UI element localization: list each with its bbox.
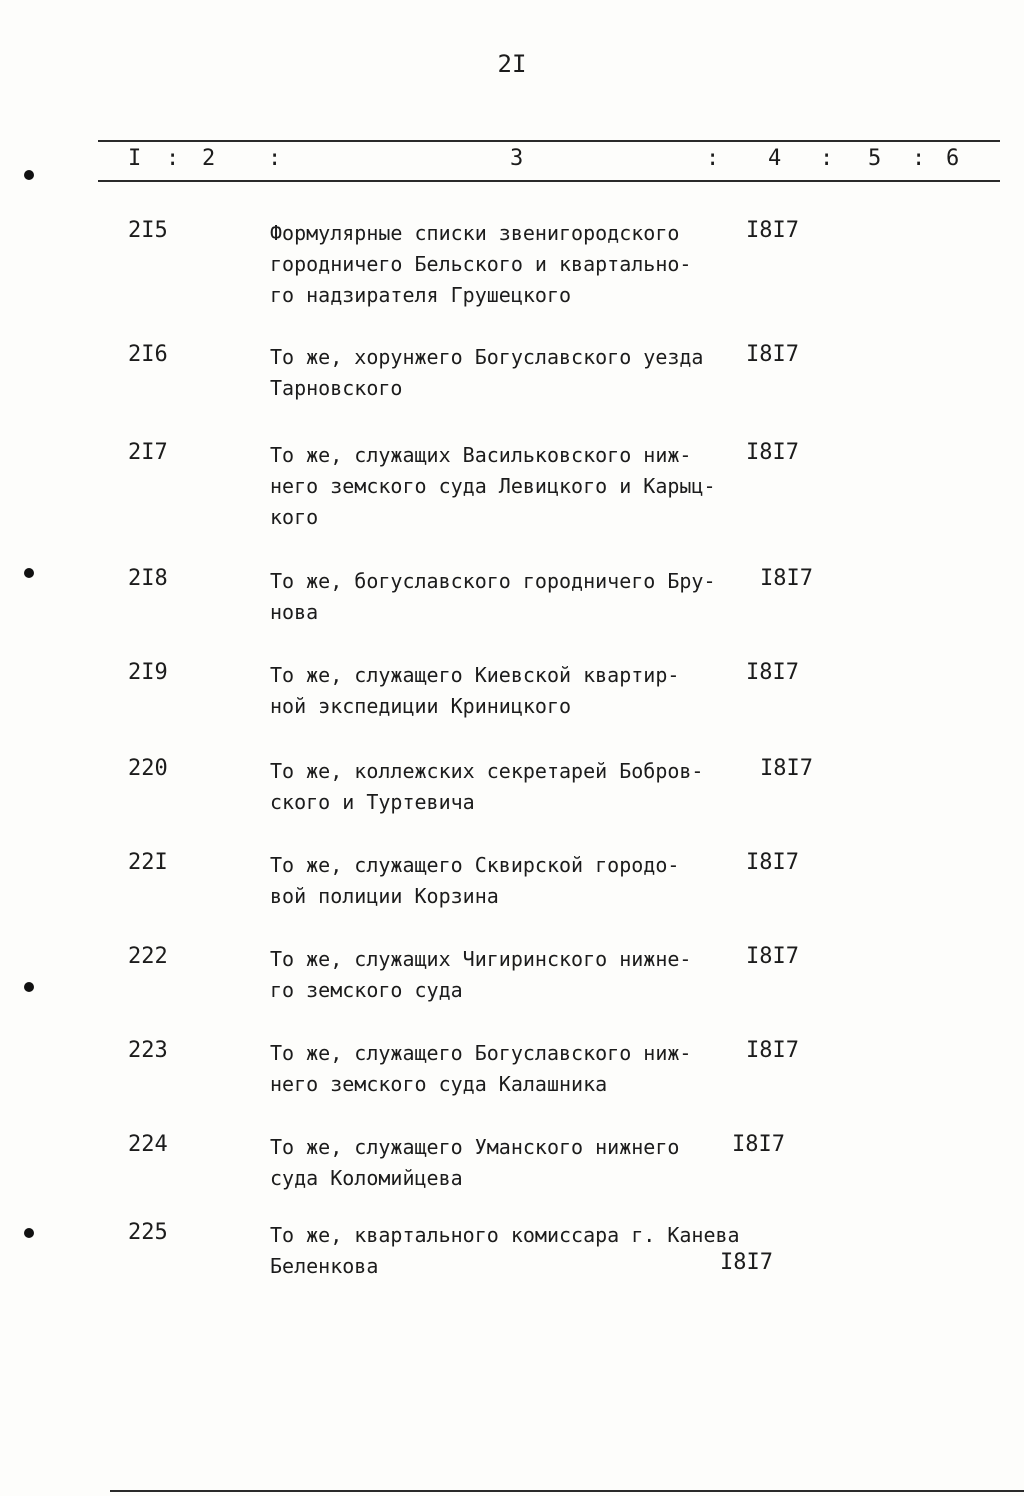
column-separator: : (820, 146, 834, 171)
entry-year: I8I7 (746, 1038, 799, 1063)
column-header-2: 2 (202, 146, 216, 171)
entry-year: I8I7 (746, 660, 799, 685)
entry-description: То же, богуславского городничего Бру- нова (270, 569, 716, 624)
entry-year: I8I7 (746, 440, 799, 465)
entry-number: 224 (128, 1132, 168, 1157)
binding-hole-mark (24, 1228, 34, 1238)
entry-number: 222 (128, 944, 168, 969)
column-separator: : (268, 146, 282, 171)
binding-hole-mark (24, 982, 34, 992)
entry-number: 223 (128, 1038, 168, 1063)
entry-description: То же, служащего Уманского нижнего суда Коломийцева (270, 1135, 680, 1190)
column-header-4: 4 (768, 146, 782, 171)
column-separator: : (912, 146, 926, 171)
binding-hole-mark (24, 170, 34, 180)
entry-description: Формулярные списки звенигородского городничего Бельского и квартально- го надзирателя Грушецкого (270, 221, 692, 307)
entry-year: I8I7 (720, 1250, 773, 1275)
header-bottom-rule (98, 180, 1000, 182)
entry-description: То же, хорунжего Богуславского уезда Тарновского (270, 345, 704, 400)
entry-description: То же, квартального комиссара г. Канева Беленкова (270, 1223, 740, 1278)
entry-number: 2I8 (128, 566, 168, 591)
entry-year: I8I7 (746, 944, 799, 969)
entry-year: I8I7 (760, 566, 813, 591)
entry-year: I8I7 (746, 850, 799, 875)
column-header-5: 5 (868, 146, 882, 171)
column-header-3: 3 (510, 146, 524, 171)
entry-number: 22I (128, 850, 168, 875)
entry-description: То же, коллежских секретарей Бобров- ского и Туртевича (270, 759, 704, 814)
entry-description: То же, служащего Киевской квартир- ной экспедиции Криницкого (270, 663, 680, 718)
page-number: 2I (497, 50, 527, 78)
entry-description: То же, служащих Васильковского ниж- него земского суда Левицкого и Карыц- кого (270, 443, 716, 529)
column-header-1: I (128, 146, 142, 171)
entry-number: 225 (128, 1220, 168, 1245)
entry-year: I8I7 (732, 1132, 785, 1157)
entry-description: То же, служащих Чигиринского нижне- го земского суда (270, 947, 692, 1002)
binding-hole-mark (24, 568, 34, 578)
entry-year: I8I7 (746, 342, 799, 367)
entry-year: I8I7 (760, 756, 813, 781)
entry-description: То же, служащего Богуславского ниж- него земского суда Калашника (270, 1041, 692, 1096)
entry-number: 2I5 (128, 218, 168, 243)
page-bottom-rule (110, 1490, 1024, 1492)
entry-number: 2I6 (128, 342, 168, 367)
header-top-rule (98, 140, 1000, 142)
entry-year: I8I7 (746, 218, 799, 243)
entry-number: 2I7 (128, 440, 168, 465)
entry-number: 220 (128, 756, 168, 781)
column-separator: : (706, 146, 720, 171)
column-separator: : (166, 146, 180, 171)
entry-description: То же, служащего Сквирской городо- вой полиции Корзина (270, 853, 680, 908)
entry-number: 2I9 (128, 660, 168, 685)
column-header-6: 6 (946, 146, 960, 171)
